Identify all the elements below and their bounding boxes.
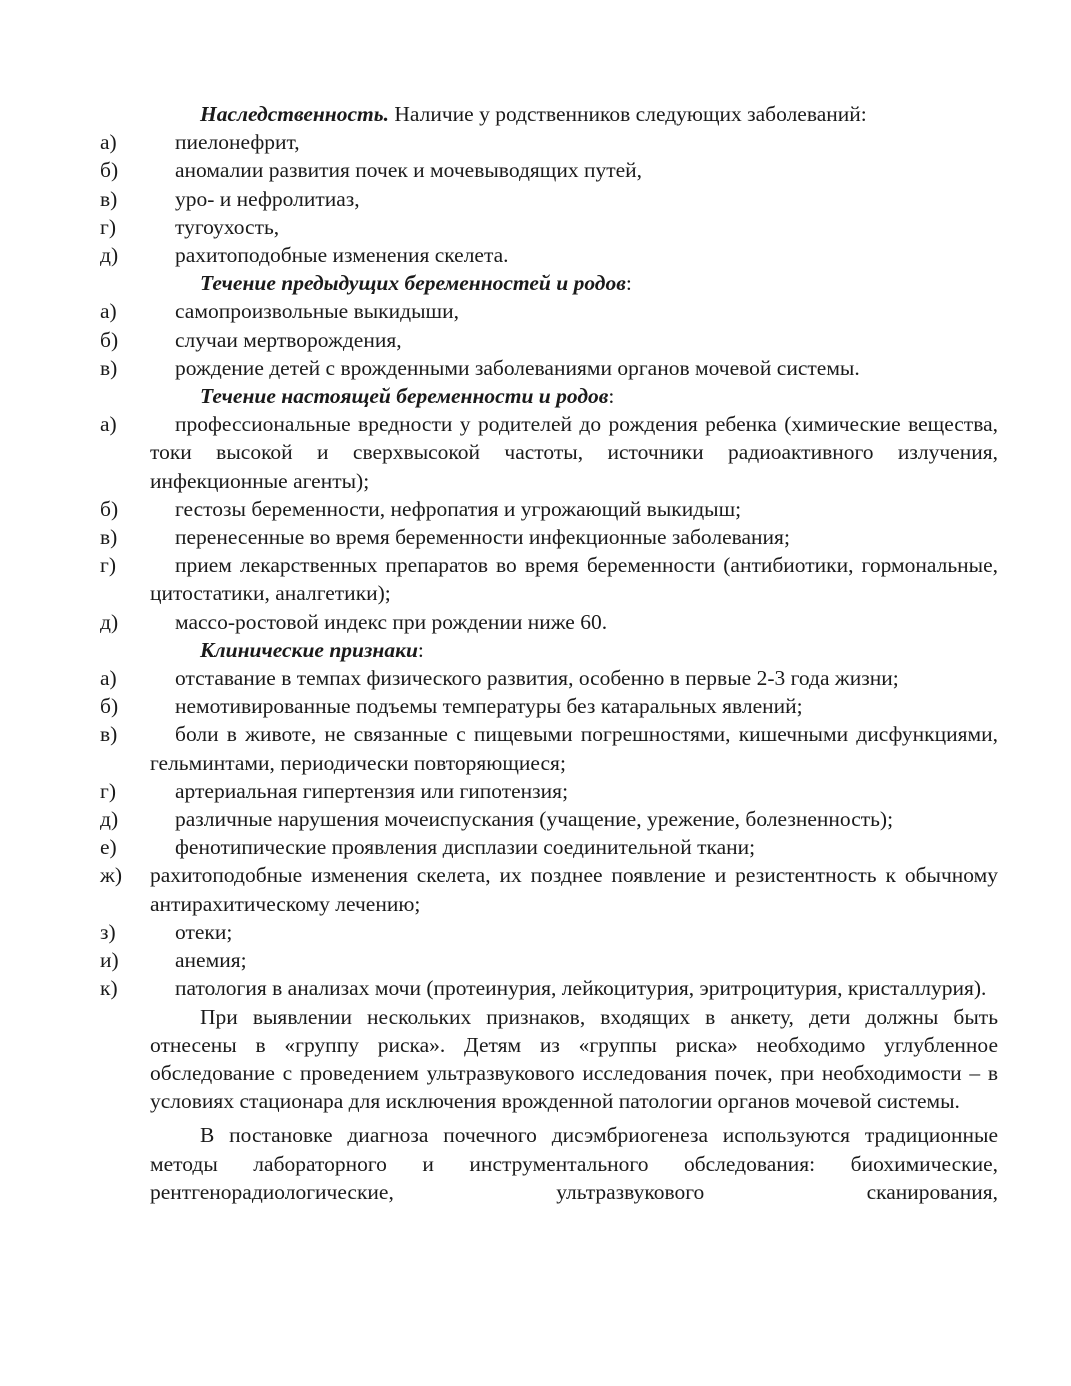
section-title-suffix: : <box>417 637 424 662</box>
list-item <box>100 692 998 720</box>
list-item-text: боли в животе, не связанные с пищевыми погрешностями, кишечными дисфункциями, гельминтами, периодически повторяющиеся; <box>150 722 998 775</box>
list-item <box>100 185 998 213</box>
list-item-letter: г) <box>100 778 116 803</box>
list-item <box>100 213 998 241</box>
list-item-letter: е) <box>100 835 117 860</box>
list-item-letter: б) <box>100 327 119 352</box>
section-heading <box>100 269 998 297</box>
list-item <box>100 974 998 1002</box>
list-item <box>100 156 998 184</box>
list-item <box>100 326 998 354</box>
list-item <box>100 805 998 833</box>
list-item-text: немотивированные подъемы температуры без катаральных явлений; <box>175 694 803 719</box>
list-item-letter: в) <box>100 186 118 211</box>
list-item-text: пиелонефрит, <box>175 130 300 155</box>
list-item-text: артериальная гипертензия или гипотензия; <box>175 778 569 803</box>
list-item-text: прием лекарственных препаратов во время беременности (антибиотики, гормональные, цитостатики, аналгетики); <box>150 553 998 606</box>
list-item-letter: а) <box>100 130 117 155</box>
list-item-text: самопроизвольные выкидыши, <box>175 299 459 324</box>
list-item-text: аномалии развития почек и мочевыводящих путей, <box>175 158 643 183</box>
list-item-letter: д) <box>100 243 119 268</box>
list-item-text: отеки; <box>175 919 233 944</box>
list-item-text: гестозы беременности, нефропатия и угрожающий выкидыш; <box>175 496 742 521</box>
list-item <box>100 241 998 269</box>
section-title-suffix: : <box>608 384 615 409</box>
list-item-text: тугоухость, <box>175 214 280 239</box>
list-item-letter: а) <box>100 299 117 324</box>
section-title: Наследственность. <box>200 102 389 126</box>
list-item-letter: к) <box>100 976 118 1001</box>
list-item-letter: в) <box>100 722 118 747</box>
list-item-text: отставание в темпах физического развития, особенно в первые 2-3 года жизни; <box>175 666 899 691</box>
list-item-text: профессиональные вредности у родителей до рождения ребенка (химические вещества, токи высокой и сверхвысокой частоты, источники радиоактивного излучения, инфекционные агенты); <box>150 412 998 493</box>
list-item <box>100 946 998 974</box>
list-item-text: перенесенные во время беременности инфекционные заболевания; <box>175 525 790 550</box>
list-item <box>100 918 998 946</box>
list-item <box>100 128 998 156</box>
list-item-letter: г) <box>100 214 116 239</box>
document-body <box>100 100 998 1206</box>
section-heading <box>100 382 998 410</box>
list-item-letter: б) <box>100 496 119 521</box>
list-item-letter: ж) <box>100 863 123 888</box>
list-item-text: случаи мертворождения, <box>175 327 402 352</box>
list-item-letter: а) <box>100 666 117 691</box>
section-title: Течение настоящей беременности и родов <box>200 384 609 409</box>
section-title-suffix: Наличие у родственников следующих заболеваний: <box>388 102 867 126</box>
list-item-letter: д) <box>100 609 119 634</box>
list-item <box>100 551 998 607</box>
list-item-text: массо-ростовой индекс при рождении ниже 60. <box>175 609 608 634</box>
list-item-letter: б) <box>100 158 119 183</box>
list-item-letter: в) <box>100 525 118 550</box>
list-item-text: рождение детей с врожденными заболеваниями органов мочевой системы. <box>175 355 860 380</box>
section-title-suffix: : <box>625 271 632 296</box>
section-title: Течение предыдущих беременностей и родов <box>200 271 626 296</box>
list-item <box>100 523 998 551</box>
list-item <box>100 777 998 805</box>
list-item-text: уро- и нефролитиаз, <box>175 186 360 211</box>
list-item-text: фенотипические проявления дисплазии соединительной ткани; <box>175 835 756 860</box>
list-item <box>100 861 998 917</box>
body-paragraph: В постановке диагноза почечного дисэмбриогенеза используются традиционные методы лабораторного и инструментального обследования: биохимические, рентгенорадиологические, ультразвукового сканирования, <box>150 1123 998 1204</box>
list-item-text: рахитоподобные изменения скелета. <box>175 243 509 268</box>
section-heading <box>100 636 998 664</box>
list-item <box>100 720 998 776</box>
list-item <box>100 297 998 325</box>
list-item <box>100 664 998 692</box>
list-item <box>100 833 998 861</box>
list-item <box>100 410 998 495</box>
list-item-letter: а) <box>100 412 117 437</box>
list-item <box>100 354 998 382</box>
section-title: Клинические признаки <box>200 637 418 662</box>
list-item <box>100 495 998 523</box>
list-item-letter: и) <box>100 948 119 973</box>
list-item-text: рахитоподобные изменения скелета, их позднее появление и резистентность к обычному антирахитическому лечению; <box>150 863 998 916</box>
list-item <box>100 608 998 636</box>
list-item-letter: г) <box>100 553 116 578</box>
list-item-letter: б) <box>100 694 119 719</box>
body-paragraph: При выявлении нескольких признаков, входящих в анкету, дети должны быть отнесены в «группу риска». Детям из «группы риска» необходимо углубленное обследование с проведением ультразвукового исследования почек, при необходимости – в условиях стационара для исключения врожденной патологии органов мочевой системы. <box>150 1004 998 1114</box>
list-item-text: различные нарушения мочеиспускания (учащение, урежение, болезненность); <box>175 807 894 832</box>
section-heading <box>100 100 998 128</box>
list-item-letter: з) <box>100 919 116 944</box>
list-item-text: патология в анализах мочи (протеинурия, лейкоцитурия, эритроцитурия, кристаллурия). <box>175 976 987 1001</box>
list-item-letter: д) <box>100 807 119 832</box>
list-item-letter: в) <box>100 355 118 380</box>
list-item-text: анемия; <box>175 948 247 973</box>
